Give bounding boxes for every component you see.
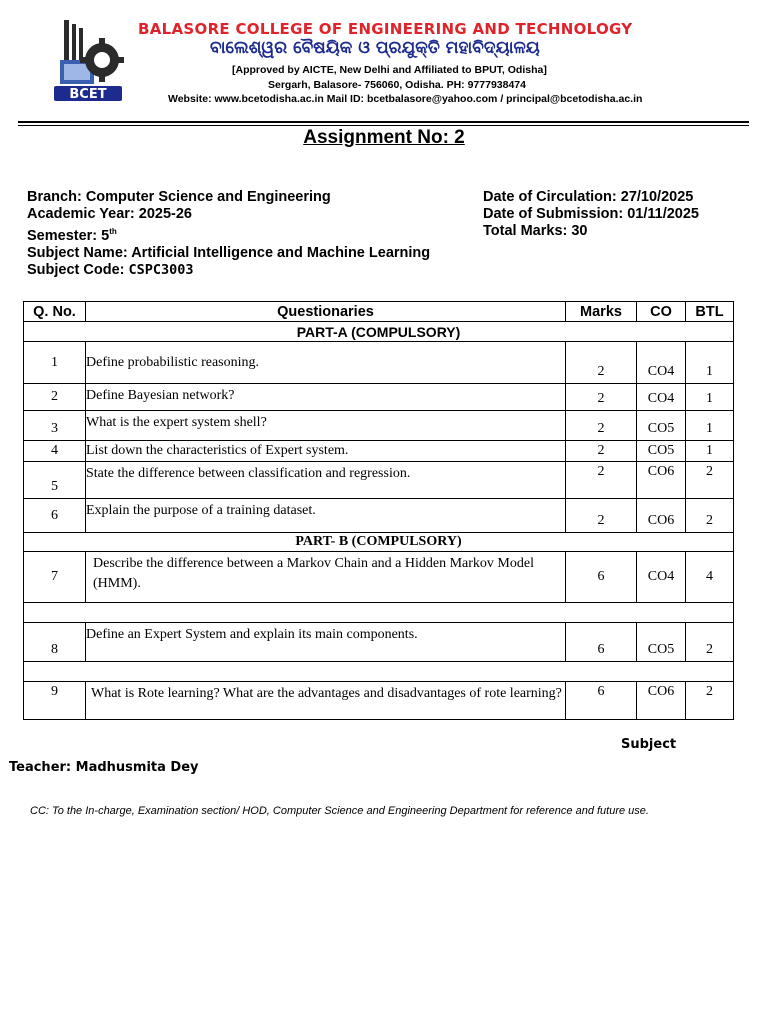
header-qno: Q. No. [24,302,86,322]
question-co: CO4 [637,342,686,384]
part-a-label: PART-A (COMPULSORY) [24,322,734,342]
spacer-cell [24,662,734,682]
website-line: Website: www.bcetodisha.ac.in Mail ID: bcetbalasore@yahoo.com / principal@bcetodisha.ac.in [168,93,643,105]
header-questionaries: Questionaries [86,302,566,322]
branch: Branch: Computer Science and Engineering [27,189,331,205]
question-marks: 6 [566,682,637,720]
table-row [24,384,734,411]
question-text: Describe the difference between a Markov Chain and a Hidden Markov Model (HMM). [86,552,566,603]
table-row [24,623,734,662]
question-marks: 2 [566,384,637,411]
question-number: 4 [24,441,86,462]
table-row [24,462,734,499]
question-co: CO5 [637,441,686,462]
question-co: CO6 [637,682,686,720]
question-marks: 2 [566,342,637,384]
question-text: State the difference between classification and regression. [86,462,566,499]
question-btl: 1 [686,441,734,462]
table-row [24,682,734,720]
academic-year: Academic Year: 2025-26 [27,206,192,222]
header-marks: Marks [566,302,637,322]
course-info [27,189,430,279]
header-divider-thin [18,125,749,126]
question-number: 9 [24,682,86,720]
table-row [24,342,734,384]
table-row [24,499,734,533]
question-number: 3 [24,411,86,441]
college-header [0,0,768,120]
question-btl: 1 [686,384,734,411]
question-text: Define an Expert System and explain its main components. [86,623,566,662]
question-number: 7 [24,552,86,603]
spacer-cell [24,603,734,623]
question-btl: 4 [686,552,734,603]
question-co: CO5 [637,623,686,662]
question-marks: 2 [566,499,637,533]
teacher-name: Teacher: Madhusmita Dey [9,760,199,775]
question-marks: 2 [566,462,637,499]
question-marks: 6 [566,623,637,662]
question-btl: 2 [686,499,734,533]
college-logo [52,16,124,102]
subject-label: Subject [621,737,677,752]
assignment-title: Assignment No: 2 [303,127,465,148]
question-text: What is the expert system shell? [86,411,566,441]
table-row [24,552,734,603]
question-co: CO4 [637,552,686,603]
question-number: 6 [24,499,86,533]
question-co: CO4 [637,384,686,411]
question-number: 5 [24,462,86,499]
semester: Semester: 5th [27,227,117,244]
approval-line: [Approved by AICTE, New Delhi and Affiliated to BPUT, Odisha] [232,64,547,76]
question-marks: 2 [566,411,637,441]
question-marks: 6 [566,552,637,603]
question-btl: 2 [686,623,734,662]
question-table [23,301,734,720]
question-text: List down the characteristics of Expert system. [86,441,566,462]
spacer-row [24,603,734,623]
total-marks: Total Marks: 30 [483,223,588,239]
page-title [0,127,768,149]
subject-name: Subject Name: Artificial Intelligence and Machine Learning [27,244,431,261]
table-row [24,411,734,441]
question-number: 8 [24,623,86,662]
date-circulation: Date of Circulation: 27/10/2025 [483,189,694,205]
question-btl: 1 [686,342,734,384]
question-co: CO6 [637,462,686,499]
question-btl: 1 [686,411,734,441]
question-co: CO5 [637,411,686,441]
gear-icon [52,16,124,102]
question-number: 1 [24,342,86,384]
college-name: BALASORE COLLEGE OF ENGINEERING AND TECHNOLOGY [138,20,633,38]
date-submission: Date of Submission: 01/11/2025 [483,206,699,222]
part-b-row [24,533,734,552]
header-divider [18,121,749,123]
question-text: Define probabilistic reasoning. [86,342,566,384]
cc-note: CC: To the In-charge, Examination section/ HOD, Computer Science and Engineering Department for reference and future use. [30,805,649,817]
logo-text: BCET [69,87,107,102]
assignment-dates [483,189,699,240]
spacer-row [24,662,734,682]
question-number: 2 [24,384,86,411]
part-a-row [24,322,734,342]
table-row [24,441,734,462]
question-marks: 2 [566,441,637,462]
subject-code-value: CSPC3003 [128,261,194,278]
address-line: Sergarh, Balasore- 756060, Odisha. PH: 9777938474 [268,79,526,91]
header-btl: BTL [686,302,734,322]
part-b-label: PART- B (COMPULSORY) [24,533,734,552]
question-text: What is Rote learning? What are the advantages and disadvantages of rote learning? [86,682,566,720]
question-text: Define Bayesian network? [86,384,566,411]
question-text: Explain the purpose of a training dataset. [86,499,566,533]
semester-suffix: th [109,227,117,236]
question-co: CO6 [637,499,686,533]
subject-code: Subject Code: CSPC3003 [27,261,194,278]
question-btl: 2 [686,682,734,720]
question-btl: 2 [686,462,734,499]
header-co: CO [637,302,686,322]
table-header-row [24,302,734,322]
college-name-local: ବାଲେଶ୍ୱର ବୈଷୟିକ ଓ ପ୍ରଯୁକ୍ତି ମହାବିଦ୍ୟାଳୟ [210,38,540,58]
